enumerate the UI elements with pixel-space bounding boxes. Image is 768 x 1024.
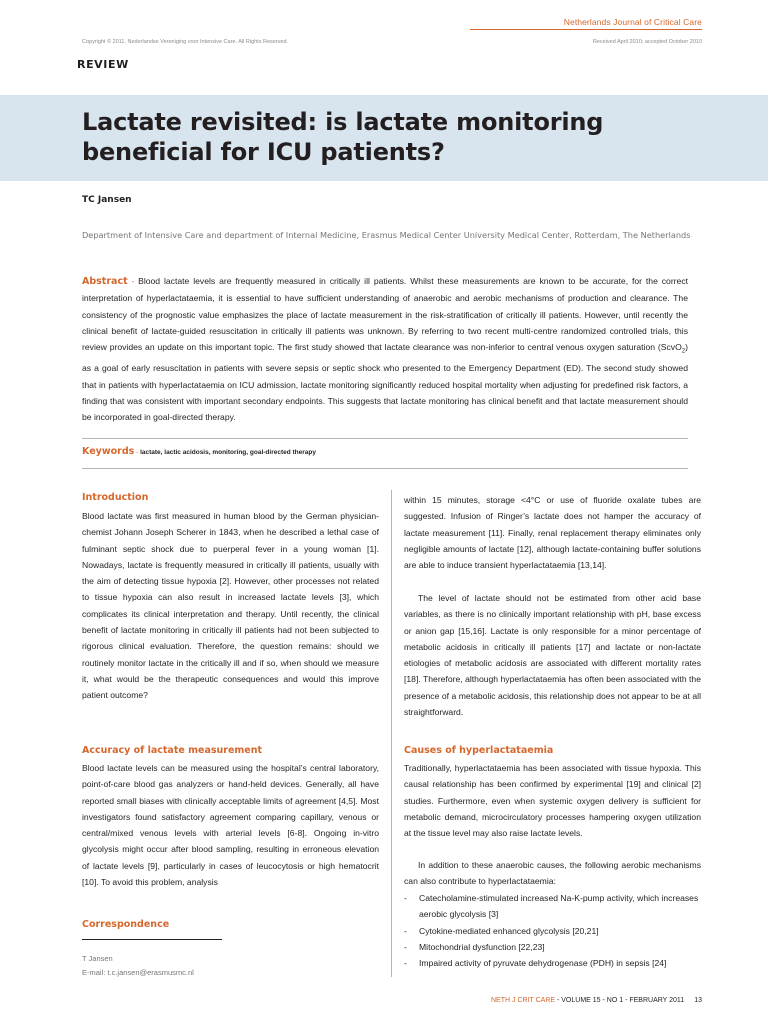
author-affiliation: Department of Intensive Care and department of Internal Medicine, Erasmus Medical Center University Medical Center, Rotterdam, The Netherlands	[82, 230, 691, 240]
keywords-text: lactate, lactic acidosis, monitoring, goal-directed therapy	[140, 449, 316, 456]
journal-name: Netherlands Journal of Critical Care	[563, 17, 702, 27]
keywords	[82, 446, 688, 457]
correspondence-email: E-mail: t.c.jansen@erasmusmc.nl	[82, 968, 194, 977]
causes-heading: Causes of hyperlactataemia	[404, 745, 554, 756]
copyright-notice: Copyright © 2011, Nederlandse Vereniging voor Intensive Care. All Rights Reserved.	[82, 39, 289, 45]
introduction-paragraph: Blood lactate was first measured in human blood by the German physician-chemist Johann Joseph Scherer in 1843, when he described a lethal case of fulminant septic shock due to puerperal fever in a young woman [1]. Nowadays, lactate is frequently measured in critically ill patients, usually with the aim of detecting tissue hypoxia [2]. However, other processes not related to tissue hypoxia can also result in increased lactate levels [3], which complicates its clinical interpretation and therapy. Until recently, the clinical benefit of lactate monitoring in critically ill patients had not been subjected to rigorous clinical evaluation. Therefore, the question remains: should we routinely monitor lactate in the critically ill and if so, when should we measure it, what would be the therapeutic consequences and would this improve patient outcome?	[82, 511, 379, 701]
article-title: Lactate revisited: is lactate monitoring beneficial for ICU patients?	[82, 108, 604, 166]
list-item	[404, 890, 701, 923]
list-item	[404, 955, 701, 971]
abstract	[82, 273, 688, 425]
keywords-rule-bottom	[82, 468, 688, 469]
list-item-text: Mitochondrial dysfunction [22,23]	[419, 941, 545, 952]
author-name: TC Jansen	[82, 195, 132, 205]
list-item	[404, 939, 701, 955]
abstract-text-part2: ) as a goal of early resuscitation in patients with severe sepsis or septic shock who presented to the Emergency Department (ED). The second study showed that in patients with hyperlactataemia on ICU admission, lactate monitoring significantly reduced hospital mortality when adjusting for predefined risk factors, a finding that was consistent with important secondary endpoints. This suggests that lactate monitoring has clinical benefit and that lactate measurement should be incorporated in goal-directed therapy.	[82, 342, 688, 423]
list-dash: -	[404, 958, 407, 969]
correspondence-name: T Jansen	[82, 954, 113, 963]
abstract-subscript: 2	[681, 348, 686, 355]
accuracy-heading: Accuracy of lactate measurement	[82, 745, 263, 756]
correspondence-heading: Correspondence	[82, 919, 170, 930]
list-item-text: Catecholamine-stimulated increased Na-K-pump activity, which increases aerobic glycolysis [3]	[419, 893, 699, 920]
list-dash: -	[404, 941, 407, 952]
abstract-heading: Abstract	[82, 276, 128, 287]
continued-paragraph: within 15 minutes, storage <4°C or use of fluoride oxalate tubes are suggested. Infusion of Ringer’s lactate does not hamper the accuracy of lactate measurement [11]. Finally, renal replacement therapy eliminates only negligible amounts of lactate [12], although lactate-containing buffer solutions are able to induce transient hyperlactataemia [13,14].	[404, 495, 701, 571]
aerobic-mechanisms-list	[404, 890, 701, 971]
received-dates: Received April 2010; accepted October 2010	[592, 39, 702, 45]
correspondence-rule	[82, 939, 222, 940]
acid-base-paragraph: The level of lactate should not be estimated from other acid base variables, as there is no clinically important relationship with pH, base excess or anion gap [15,16]. Lactate is only responsible for a minor percentage of metabolic acidosis in critically ill patients [17] and lactate or non-lactate etiologies of metabolic acidosis are associated with different mortality rates [18]. Therefore, although hyperlactataemia has often been associated with the presence of a metabolic acidosis, this relationship does not appear to be at all straightforward.	[404, 593, 701, 718]
page-footer	[491, 997, 702, 1004]
footer-journal: NETH J CRIT CARE	[491, 997, 556, 1004]
list-dash: -	[404, 925, 407, 936]
list-item-text: Impaired activity of pyruvate dehydrogenase (PDH) in sepsis [24]	[419, 958, 667, 969]
footer-issue: - VOLUME 15 - NO 1 - FEBRUARY 2011	[555, 997, 685, 1004]
keywords-heading: Keywords	[82, 446, 135, 457]
aerobic-intro-paragraph: In addition to these anaerobic causes, the following aerobic mechanisms can also contribute to hyperlactataemia:	[404, 860, 701, 887]
header-rule	[470, 29, 702, 30]
list-item	[404, 923, 701, 939]
list-item-text: Cytokine-mediated enhanced glycolysis [20,21]	[419, 925, 599, 936]
abstract-text-part1: Blood lactate levels are frequently measured in critically ill patients. Whilst these measurements are known to be accurate, for the correct interpretation of hyperlactataemia, it is essential to have sufficient understanding of anaerobic and aerobic mechanisms of production and clearance. The consistency of the prognostic value emphasizes the place of lactate measurement in the risk-stratification of critically ill patients. However, until recently the clinical benefit of lactate-guided resuscitation in critically ill patients was unknown. By referring to two recent multi-centre randomized controlled trials, this review provides an update on this important topic. The first study showed that lactate clearance was non-inferior to central venous oxygen saturation (ScvO	[82, 276, 689, 353]
section-label: REVIEW	[77, 58, 129, 71]
page-number: 13	[694, 997, 702, 1004]
introduction-heading: Introduction	[82, 492, 149, 503]
list-dash: -	[404, 893, 407, 903]
column-divider	[391, 490, 392, 977]
keywords-rule-top	[82, 438, 688, 439]
abstract-separator: -	[131, 277, 135, 286]
keywords-separator: -	[136, 449, 139, 456]
causes-paragraph: Traditionally, hyperlactataemia has been associated with tissue hypoxia. This causal relationship has been confirmed by experimental [19] and clinical [2] studies. Furthermore, even when systemic oxygen delivery is sufficient for metabolic demand, microcirculatory processes hampering oxygen utilization at the tissue level may also raise lactate levels.	[404, 763, 701, 839]
accuracy-paragraph: Blood lactate levels can be measured using the hospital’s central laboratory, point-of-care blood gas analyzers or hand-held devices. Generally, all have reported small biases with clinically acceptable limits of agreement [4,5]. Most investigators found satisfactory agreement comparing capillary, venous or central/mixed venous levels with arterial levels [6-8]. Ongoing in-vitro glycolysis might occur after blood sampling, resulting in erroneous elevation of lactate levels [9], particularly in cases of leucocytosis or high hematocrit [10]. To avoid this problem, analysis	[82, 763, 379, 888]
